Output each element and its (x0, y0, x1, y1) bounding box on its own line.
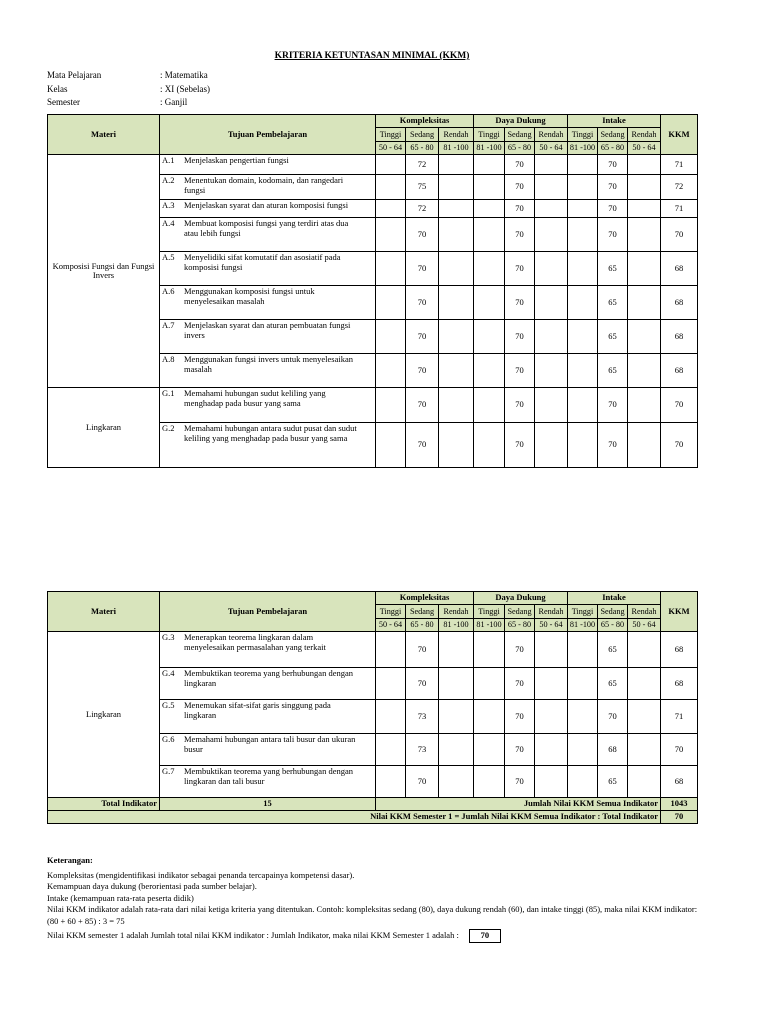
header-range: 50 - 64 (376, 619, 406, 632)
score-cell (376, 700, 406, 734)
score-cell: 70 (406, 218, 439, 252)
objective-cell (160, 354, 376, 388)
final-kkm-value: 70 (469, 929, 501, 943)
score-cell (568, 200, 598, 218)
score-cell (535, 200, 568, 218)
score-cell (376, 388, 406, 423)
score-cell: 70 (598, 700, 628, 734)
header-kompleksitas: Kompleksitas (376, 592, 474, 605)
score-cell (535, 155, 568, 175)
objective-text: Menjelaskan pengertian fungsi (184, 155, 289, 165)
score-cell (568, 252, 598, 286)
score-cell: 70 (598, 423, 628, 468)
score-cell (628, 320, 661, 354)
objective-text: Membuktikan teorema yang berhubungan dengan lingkaran (184, 668, 354, 688)
meta-label: Mata Pelajaran (47, 70, 102, 80)
header-range: 65 - 80 (598, 142, 628, 155)
table-row (48, 632, 698, 668)
header-level: Tinggi (474, 605, 505, 619)
score-cell (628, 175, 661, 200)
meta-label: Semester (47, 97, 80, 107)
score-cell (535, 632, 568, 668)
score-cell (568, 734, 598, 766)
header-level: Sedang (598, 605, 628, 619)
score-cell (628, 155, 661, 175)
header-level: Sedang (598, 128, 628, 142)
kkm-cell: 70 (661, 734, 698, 766)
header-intake: Intake (568, 115, 661, 128)
score-cell (376, 252, 406, 286)
semester-kkm-label: Nilai KKM Semester 1 = Jumlah Nilai KKM Semua Indikator : Total Indikator (48, 811, 661, 824)
objective-text: Menyelidiki sifat komutatif dan asosiatif pada komposisi fungsi (184, 252, 341, 272)
score-cell (474, 252, 505, 286)
score-cell (474, 700, 505, 734)
score-cell: 70 (406, 632, 439, 668)
objective-code: A.7 (162, 320, 175, 330)
objective-code: A.6 (162, 286, 175, 296)
header-level: Tinggi (568, 605, 598, 619)
objective-cell (160, 320, 376, 354)
header-range: 50 - 64 (376, 142, 406, 155)
score-cell: 70 (505, 320, 535, 354)
objective-cell (160, 200, 376, 218)
score-cell: 70 (505, 388, 535, 423)
meta-value: : Matematika (160, 70, 208, 80)
materi-cell: Lingkaran (48, 388, 160, 468)
objective-text: Menemukan sifat-sifat garis singgung pada lingkaran (184, 700, 331, 720)
score-cell (568, 155, 598, 175)
score-cell (439, 766, 474, 798)
score-cell (628, 668, 661, 700)
header-range: 81 -100 (474, 142, 505, 155)
objective-cell (160, 766, 376, 798)
objective-cell (160, 632, 376, 668)
score-cell (439, 354, 474, 388)
header-level: Sedang (406, 605, 439, 619)
header-tujuan: Tujuan Pembelajaran (160, 115, 376, 155)
score-cell: 70 (598, 200, 628, 218)
score-cell (628, 700, 661, 734)
score-cell: 65 (598, 286, 628, 320)
kkm-cell: 68 (661, 766, 698, 798)
header-range: 50 - 64 (535, 619, 568, 632)
objective-cell (160, 700, 376, 734)
kkm-table-1 (47, 114, 698, 468)
score-cell (535, 286, 568, 320)
header-level: Sedang (505, 605, 535, 619)
score-cell: 70 (406, 354, 439, 388)
meta-row-semester (47, 97, 347, 111)
score-cell (568, 175, 598, 200)
score-cell (439, 388, 474, 423)
kkm-cell: 72 (661, 175, 698, 200)
header-level: Sedang (406, 128, 439, 142)
header-level: Sedang (505, 128, 535, 142)
score-cell (535, 218, 568, 252)
header-range: 65 - 80 (505, 619, 535, 632)
header-kompleksitas: Kompleksitas (376, 115, 474, 128)
score-cell: 70 (406, 423, 439, 468)
score-cell: 70 (598, 388, 628, 423)
score-cell (568, 388, 598, 423)
score-cell (535, 354, 568, 388)
score-cell (376, 200, 406, 218)
note-line: Intake (kemampuan rata-rata peserta didik) (47, 892, 194, 903)
header-materi: Materi (48, 115, 160, 155)
score-cell (628, 354, 661, 388)
header-level: Rendah (628, 605, 661, 619)
score-cell: 72 (406, 200, 439, 218)
kkm-cell: 68 (661, 252, 698, 286)
objective-cell (160, 175, 376, 200)
score-cell: 68 (598, 734, 628, 766)
table-row (48, 388, 698, 423)
header-intake: Intake (568, 592, 661, 605)
header-range: 50 - 64 (628, 142, 661, 155)
score-cell (474, 766, 505, 798)
materi-cell: Komposisi Fungsi dan Fungsi Invers (48, 155, 160, 388)
objective-code: A.1 (162, 155, 175, 165)
score-cell (628, 388, 661, 423)
header-level: Rendah (439, 128, 474, 142)
score-cell (535, 388, 568, 423)
score-cell (535, 320, 568, 354)
objective-text: Menentukan domain, kodomain, dan rangedari fungsi (184, 175, 344, 195)
kkm-cell: 68 (661, 286, 698, 320)
score-cell: 70 (505, 734, 535, 766)
score-cell: 70 (406, 286, 439, 320)
header-range: 50 - 64 (535, 142, 568, 155)
score-cell (535, 734, 568, 766)
score-cell (439, 700, 474, 734)
score-cell (568, 286, 598, 320)
score-cell (376, 766, 406, 798)
objective-code: G.1 (162, 388, 175, 398)
header-range: 81 -100 (568, 619, 598, 632)
header-range: 65 - 80 (406, 142, 439, 155)
score-cell (376, 423, 406, 468)
score-cell (376, 218, 406, 252)
score-cell (439, 286, 474, 320)
score-cell (439, 320, 474, 354)
score-cell (568, 668, 598, 700)
header-level: Rendah (628, 128, 661, 142)
sum-kkm-value: 1043 (661, 798, 698, 811)
header-range: 65 - 80 (505, 142, 535, 155)
objective-code: G.6 (162, 734, 175, 744)
subject-info (47, 70, 347, 111)
total-row (48, 798, 698, 811)
score-cell: 73 (406, 700, 439, 734)
objective-code: A.3 (162, 200, 175, 210)
score-cell (439, 632, 474, 668)
score-cell (628, 200, 661, 218)
note-line: Kompleksitas (mengidentifikasi indikator sebagai penanda tercapainya kompetensi dasar). (47, 869, 355, 880)
objective-text: Memahami hubungan sudut keliling yang menghadap pada busur yang sama (184, 388, 326, 408)
objective-text: Memahami hubungan antara sudut pusat dan sudut keliling yang menghadap pada busur yang sama (184, 423, 357, 443)
header-range: 65 - 80 (598, 619, 628, 632)
objective-cell (160, 252, 376, 286)
header-row (48, 592, 698, 605)
score-cell (568, 320, 598, 354)
meta-value: : XI (Sebelas) (160, 83, 210, 94)
score-cell: 70 (505, 354, 535, 388)
score-cell (628, 734, 661, 766)
objective-cell (160, 734, 376, 766)
header-row (48, 115, 698, 128)
score-cell (439, 200, 474, 218)
kkm-table-2 (47, 591, 698, 824)
score-cell (474, 668, 505, 700)
score-cell (535, 175, 568, 200)
score-cell: 73 (406, 734, 439, 766)
score-cell: 70 (598, 218, 628, 252)
semester-kkm-value: 70 (661, 811, 698, 824)
document-title: KRITERIA KETUNTASAN MINIMAL (KKM) (274, 51, 470, 61)
kkm-cell: 71 (661, 155, 698, 175)
meta-row-class (47, 84, 347, 98)
objective-code: A.2 (162, 175, 175, 185)
header-kkm: KKM (661, 592, 698, 632)
score-cell (568, 632, 598, 668)
objective-code: A.8 (162, 354, 175, 364)
kkm-cell: 71 (661, 700, 698, 734)
score-cell (474, 734, 505, 766)
header-range: 81 -100 (568, 142, 598, 155)
score-cell (376, 155, 406, 175)
score-cell (376, 354, 406, 388)
score-cell: 70 (505, 766, 535, 798)
header-level: Tinggi (376, 605, 406, 619)
score-cell (376, 320, 406, 354)
kkm-cell: 68 (661, 320, 698, 354)
score-cell: 70 (505, 632, 535, 668)
objective-text: Menggunakan fungsi invers untuk menyelesaikan masalah (184, 354, 354, 374)
score-cell: 70 (505, 155, 535, 175)
score-cell (439, 668, 474, 700)
objective-text: Membuktikan teorema yang berhubungan dengan lingkaran dan tali busur (184, 766, 354, 786)
kkm-cell: 70 (661, 388, 698, 423)
header-range: 81 -100 (439, 142, 474, 155)
meta-value: : Ganjil (160, 97, 188, 107)
semester-kkm-row (48, 811, 698, 824)
score-cell: 70 (406, 388, 439, 423)
objective-cell (160, 388, 376, 423)
score-cell: 70 (505, 423, 535, 468)
score-cell (474, 286, 505, 320)
score-cell (474, 320, 505, 354)
score-cell (568, 354, 598, 388)
score-cell (628, 632, 661, 668)
score-cell (376, 286, 406, 320)
score-cell: 75 (406, 175, 439, 200)
score-cell: 70 (505, 252, 535, 286)
score-cell: 70 (598, 155, 628, 175)
score-cell (628, 218, 661, 252)
score-cell (474, 388, 505, 423)
score-cell: 70 (406, 320, 439, 354)
header-materi: Materi (48, 592, 160, 632)
header-range: 81 -100 (474, 619, 505, 632)
objective-cell (160, 423, 376, 468)
objective-code: A.4 (162, 218, 175, 228)
score-cell: 70 (598, 175, 628, 200)
objective-text: Membuat komposisi fungsi yang terdiri atas dua atau lebih fungsi (184, 218, 349, 238)
objective-text: Memahami hubungan antara tali busur dan ukuran busur (184, 734, 356, 754)
header-daya-dukung: Daya Dukung (474, 115, 568, 128)
score-cell: 70 (505, 668, 535, 700)
score-cell (439, 252, 474, 286)
note-line: Nilai KKM indikator adalah rata-rata dari nilai ketiga kriteria yang ditentukan. Contoh: kompleksitas sedang (80), daya dukung rendah (60), dan intake tinggi (85), maka nilai KKM indikator:(80 + 60 + 85) : 3 = 75 (47, 904, 698, 926)
objective-code: G.5 (162, 700, 175, 710)
score-cell (568, 766, 598, 798)
kkm-cell: 70 (661, 218, 698, 252)
notes-section: Keterangan: Kompleksitas (mengidentifikasi indikator sebagai penanda tercapainya kompetensi dasar). Kemampuan daya dukung (berorientasi pada sumber belajar). Intake (kemampuan rata-rata peserta didik) Nilai KKM indikator adalah rata-rata dari nilai ketiga kriteria yang ditentukan. Contoh: kompleksitas sedang (80), daya dukung rendah (60), dan intake tinggi (85), maka nilai KKM indikator:(80 + 60 + 85) : 3 = 75 Nilai KKM semester 1 adalah Jumlah total nilai KKM indikator : Jumlah Indikator, maka nilai KKM Semester 1 adalah : 70 (47, 855, 707, 943)
header-level: Tinggi (568, 128, 598, 142)
score-cell: 72 (406, 155, 439, 175)
score-cell: 70 (406, 668, 439, 700)
objective-cell (160, 668, 376, 700)
objective-text: Menjelaskan syarat dan aturan pembuatan fungsi invers (184, 320, 351, 340)
objective-text: Menjelaskan syarat dan aturan komposisi fungsi (184, 200, 349, 210)
header-range: 65 - 80 (406, 619, 439, 632)
table-row (48, 155, 698, 175)
score-cell: 65 (598, 766, 628, 798)
score-cell: 65 (598, 320, 628, 354)
objective-code: G.3 (162, 632, 175, 642)
score-cell (474, 423, 505, 468)
score-cell (474, 632, 505, 668)
score-cell (535, 423, 568, 468)
score-cell: 70 (505, 200, 535, 218)
score-cell (568, 700, 598, 734)
sum-kkm-label: Jumlah Nilai KKM Semua Indikator (376, 798, 661, 811)
score-cell (439, 218, 474, 252)
notes-heading: Keterangan (47, 855, 90, 865)
meta-label: Kelas (47, 83, 68, 94)
score-cell (535, 700, 568, 734)
objective-code: G.7 (162, 766, 175, 776)
header-range: 81 -100 (439, 619, 474, 632)
score-cell: 65 (598, 354, 628, 388)
score-cell (568, 218, 598, 252)
header-level: Tinggi (474, 128, 505, 142)
score-cell (474, 175, 505, 200)
score-cell (628, 252, 661, 286)
score-cell (535, 766, 568, 798)
score-cell (628, 286, 661, 320)
kkm-cell: 71 (661, 200, 698, 218)
score-cell: 65 (598, 252, 628, 286)
objective-code: G.4 (162, 668, 175, 678)
score-cell (439, 175, 474, 200)
score-cell (568, 423, 598, 468)
score-cell (376, 175, 406, 200)
score-cell (474, 354, 505, 388)
score-cell: 70 (505, 700, 535, 734)
score-cell (535, 252, 568, 286)
score-cell: 70 (406, 766, 439, 798)
total-indicator-value: 15 (160, 798, 376, 811)
objective-text: Menerapkan teorema lingkaran dalam menyelesaikan permasalahan yang terkait (184, 632, 326, 652)
score-cell (474, 155, 505, 175)
objective-text: Menggunakan komposisi fungsi untuk menyelesaikan masalah (184, 286, 315, 306)
score-cell (376, 668, 406, 700)
header-level: Rendah (535, 128, 568, 142)
header-kkm: KKM (661, 115, 698, 155)
score-cell: 65 (598, 632, 628, 668)
score-cell (628, 423, 661, 468)
materi-cell: Lingkaran (48, 632, 160, 798)
kkm-cell: 70 (661, 423, 698, 468)
score-cell (439, 423, 474, 468)
score-cell (376, 734, 406, 766)
kkm-cell: 68 (661, 632, 698, 668)
final-kkm-text: Nilai KKM semester 1 adalah Jumlah total nilai KKM indikator : Jumlah Indikator, maka nilai KKM Semester 1 adalah : (47, 930, 459, 940)
header-level: Rendah (439, 605, 474, 619)
score-cell: 70 (505, 286, 535, 320)
score-cell (439, 155, 474, 175)
score-cell: 70 (505, 218, 535, 252)
objective-cell (160, 218, 376, 252)
header-level: Tinggi (376, 128, 406, 142)
score-cell (628, 766, 661, 798)
kkm-cell: 68 (661, 354, 698, 388)
score-cell (439, 734, 474, 766)
header-level: Rendah (535, 605, 568, 619)
objective-code: G.2 (162, 423, 175, 433)
score-cell: 65 (598, 668, 628, 700)
score-cell: 70 (505, 175, 535, 200)
header-daya-dukung: Daya Dukung (474, 592, 568, 605)
total-indicator-label: Total Indikator (48, 798, 160, 811)
objective-cell (160, 155, 376, 175)
objective-code: A.5 (162, 252, 175, 262)
header-tujuan: Tujuan Pembelajaran (160, 592, 376, 632)
objective-cell (160, 286, 376, 320)
score-cell: 70 (406, 252, 439, 286)
score-cell (474, 218, 505, 252)
score-cell (535, 668, 568, 700)
meta-row-subject (47, 70, 347, 84)
note-line: Kemampuan daya dukung (berorientasi pada sumber belajar). (47, 881, 257, 891)
score-cell (376, 632, 406, 668)
header-range: 50 - 64 (628, 619, 661, 632)
score-cell (474, 200, 505, 218)
kkm-cell: 68 (661, 668, 698, 700)
